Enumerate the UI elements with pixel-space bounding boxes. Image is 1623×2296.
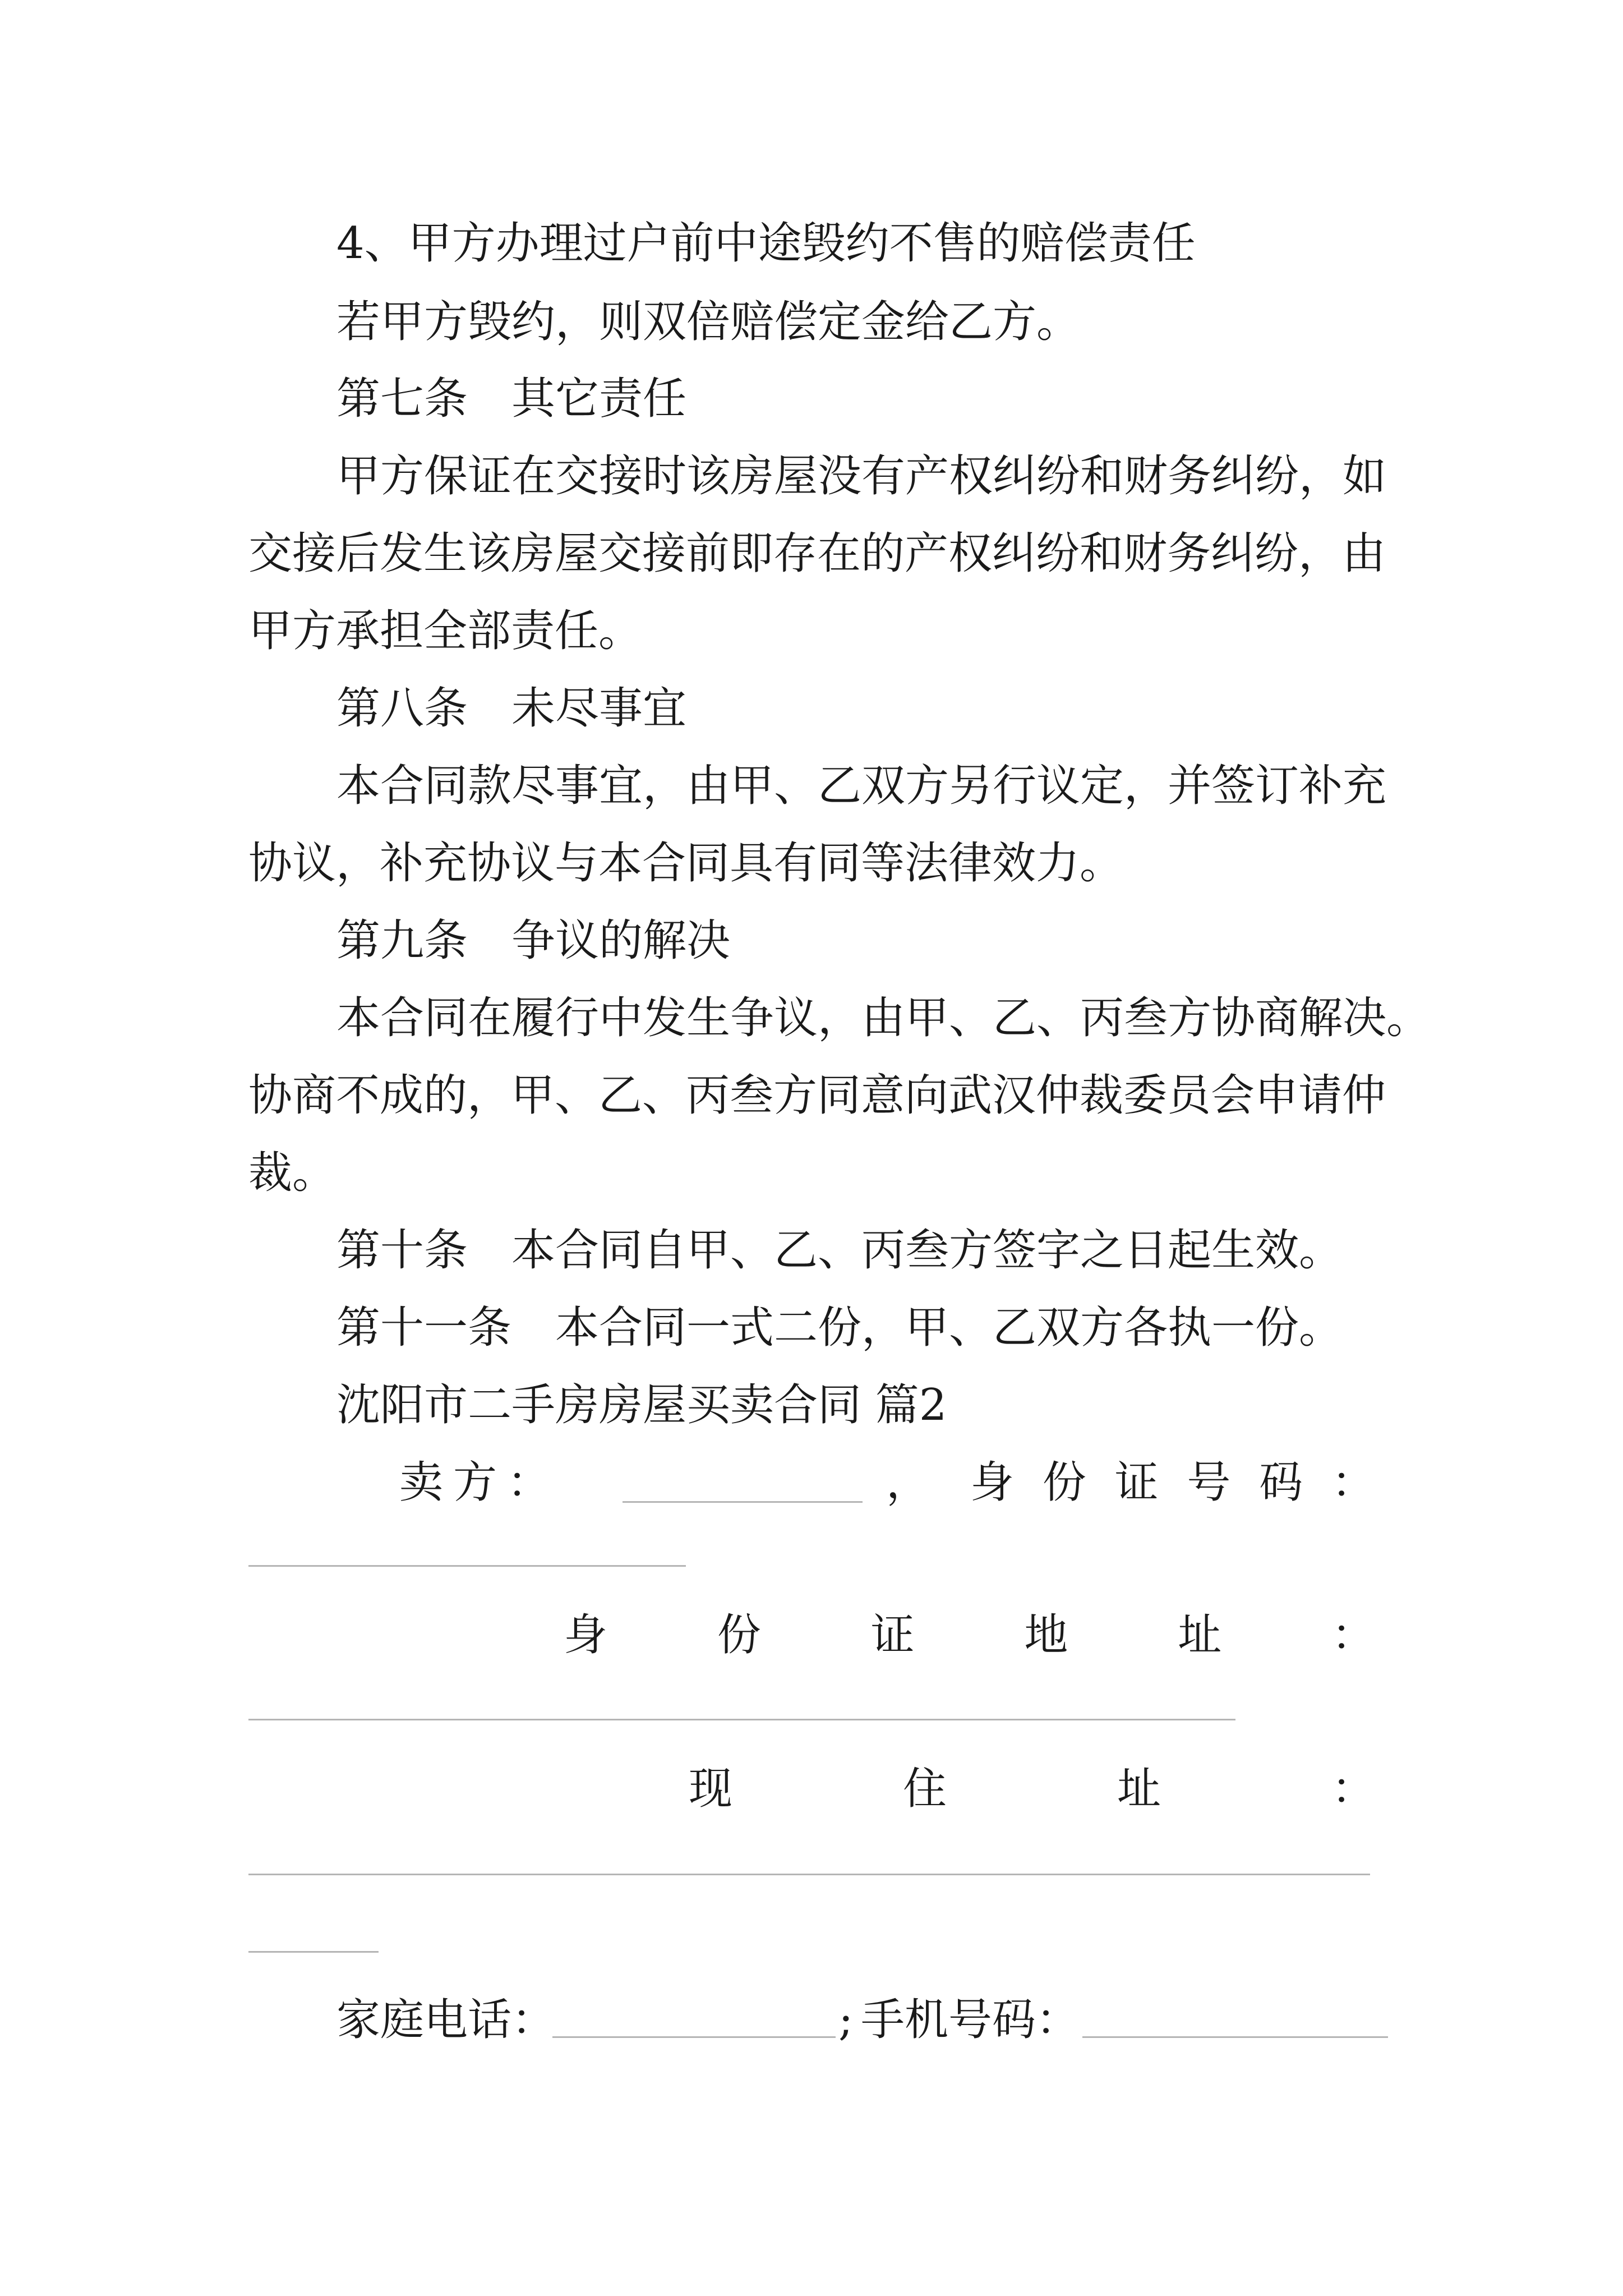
home-phone-label: 家庭电话： xyxy=(336,1995,556,2045)
current-address-label xyxy=(689,1764,1375,1814)
semicolon: ; xyxy=(838,1995,854,2045)
id-number-label xyxy=(970,1457,1375,1508)
seller-label-char: 卖 xyxy=(399,1457,444,1508)
article9-body-line3: 裁。 xyxy=(248,1148,336,1198)
id-address-label-char: 身 xyxy=(564,1610,608,1660)
article8-body-line1: 本合同款尽事宜，由甲、乙双方另行议定，并签订补充 xyxy=(336,761,1387,811)
article11: 第十一条 本合同一式二份，甲、乙双方各执一份。 xyxy=(336,1303,1343,1353)
current-address-blank-1[interactable] xyxy=(248,1874,1370,1875)
item4-heading: 4、甲方办理过户前中途毁约不售的赔偿责任 xyxy=(336,218,1196,269)
seller-label-char: 方 xyxy=(453,1457,497,1508)
seller-label-char: ： xyxy=(506,1457,551,1508)
id-address-label xyxy=(564,1610,1375,1660)
home-phone-blank[interactable] xyxy=(552,2036,836,2038)
article9-body-line1: 本合同在履行中发生争议，由甲、乙、丙叁方协商解决。 xyxy=(336,993,1431,1043)
article8-body-line2: 协议，补充协议与本合同具有同等法律效力。 xyxy=(248,838,1124,889)
id-number-label-char: ： xyxy=(1331,1457,1375,1508)
mobile-label: 手机号码： xyxy=(861,1995,1080,2045)
mobile-blank[interactable] xyxy=(1082,2036,1388,2038)
seller-label xyxy=(399,1457,551,1508)
id-number-blank[interactable] xyxy=(248,1565,686,1567)
current-address-blank-2[interactable] xyxy=(248,1951,379,1953)
id-address-blank[interactable] xyxy=(248,1719,1235,1720)
id-address-label-char: 份 xyxy=(717,1610,761,1660)
id-number-label-char: 码 xyxy=(1259,1457,1303,1508)
current-address-label-char: 住 xyxy=(902,1764,947,1814)
article9-body-line2: 协商不成的，甲、乙、丙叁方同意向武汉仲裁委员会申请仲 xyxy=(248,1070,1386,1121)
article7-body-line3: 甲方承担全部责任。 xyxy=(248,606,643,656)
current-address-label-char: ： xyxy=(1331,1764,1375,1814)
id-address-label-char: 证 xyxy=(870,1610,915,1660)
article9-heading: 第九条 争议的解决 xyxy=(336,915,731,966)
id-number-label-char: 号 xyxy=(1187,1457,1231,1508)
article7-body-line1: 甲方保证在交接时该房屋没有产权纠纷和财务纠纷，如 xyxy=(336,451,1387,501)
id-number-label-char: 身 xyxy=(970,1457,1015,1508)
id-number-label-char: 份 xyxy=(1042,1457,1086,1508)
id-number-label-char: 证 xyxy=(1114,1457,1159,1508)
article8-heading: 第八条 未尽事宜 xyxy=(336,683,687,734)
article10: 第十条 本合同自甲、乙、丙叁方签字之日起生效。 xyxy=(336,1225,1343,1276)
id-address-label-char: 地 xyxy=(1024,1610,1068,1660)
seller-name-blank[interactable] xyxy=(623,1501,863,1503)
item4-body: 若甲方毁约，则双倍赔偿定金给乙方。 xyxy=(336,297,1081,347)
article7-body-line2: 交接后发生该房屋交接前即存在的产权纠纷和财务纠纷，由 xyxy=(248,528,1386,579)
current-address-label-char: 现 xyxy=(689,1764,733,1814)
comma: ， xyxy=(886,1457,930,1508)
current-address-label-char: 址 xyxy=(1117,1764,1161,1814)
section-title: 沈阳市二手房房屋买卖合同 篇2 xyxy=(336,1380,947,1430)
id-address-label-char: ： xyxy=(1331,1610,1375,1660)
id-address-label-char: 址 xyxy=(1178,1610,1222,1660)
article7-heading: 第七条 其它责任 xyxy=(336,374,687,424)
